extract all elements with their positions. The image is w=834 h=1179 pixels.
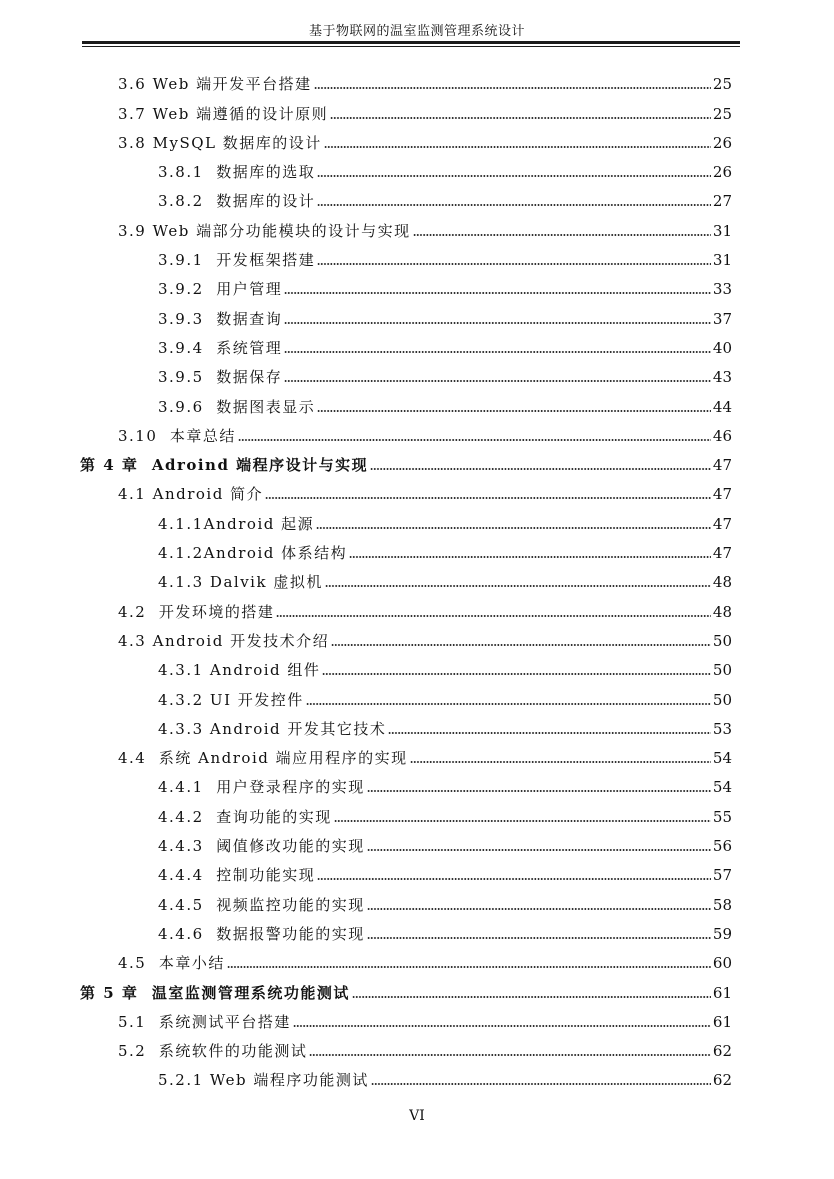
toc-dot-leader — [325, 584, 711, 588]
toc-entry-page: 62 — [712, 1042, 732, 1061]
toc-entry-page: 40 — [712, 338, 732, 357]
toc-entry-page: 47 — [712, 456, 732, 475]
toc-entry-page: 50 — [712, 661, 732, 680]
toc-entry-title: 3.9.2 用户管理 — [158, 280, 283, 299]
toc-entry — [0, 947, 834, 976]
toc-dot-leader — [265, 496, 711, 500]
toc-entry-page: 54 — [712, 778, 732, 797]
toc-entry-page: 56 — [712, 837, 732, 856]
toc-dot-leader — [334, 819, 711, 823]
toc-dot-leader — [413, 233, 711, 237]
toc-dot-leader — [284, 321, 711, 325]
toc-entry — [0, 537, 834, 566]
toc-dot-leader — [410, 760, 711, 764]
toc-entry — [0, 1064, 834, 1093]
toc-entry-title: 3.9.4 系统管理 — [158, 338, 283, 357]
toc-entry-page: 50 — [712, 690, 732, 709]
toc-entry-title: 4.4.3 阈值修改功能的实现 — [158, 837, 365, 856]
toc-entry-title: 5.2 系统软件的功能测试 — [118, 1042, 308, 1061]
toc-entry — [0, 420, 834, 449]
toc-dot-leader — [371, 1082, 711, 1086]
toc-dot-leader — [367, 789, 711, 793]
toc-dot-leader — [317, 877, 711, 881]
toc-entry — [0, 185, 834, 214]
toc-entry-title: 4.4.2 查询功能的实现 — [158, 807, 332, 826]
toc-entry — [0, 332, 834, 361]
toc-entry-page: 59 — [712, 924, 732, 943]
toc-dot-leader — [317, 409, 711, 413]
toc-entry-page: 61 — [712, 983, 732, 1002]
toc-entry — [0, 625, 834, 654]
toc-entry-title: 4.3.3 Android 开发其它技术 — [158, 719, 387, 738]
toc-entry — [0, 683, 834, 712]
toc-entry-page: 57 — [712, 866, 732, 885]
toc-entry-page: 43 — [712, 368, 732, 387]
toc-entry-title: 第 5 章 温室监测管理系统功能测试 — [80, 983, 350, 1002]
toc-dot-leader — [370, 467, 711, 471]
toc-entry — [0, 918, 834, 947]
toc-dot-leader — [306, 702, 711, 706]
toc-dot-leader — [314, 86, 711, 90]
toc-entry-title: 3.7 Web 端遵循的设计原则 — [118, 104, 329, 123]
toc-entry-title: 4.3.1 Android 组件 — [158, 661, 321, 680]
header-rule-thin — [82, 46, 740, 47]
toc-entry-title: 第 4 章 Adroind 端程序设计与实现 — [80, 456, 369, 475]
toc-dot-leader — [331, 643, 711, 647]
toc-entry-title: 4.1.1Android 起源 — [158, 514, 315, 533]
running-header: 基于物联网的温室监测管理系统设计 — [308, 24, 525, 39]
toc-entry-title: 3.10 本章总结 — [118, 426, 236, 445]
toc-dot-leader — [316, 526, 711, 530]
toc-entry-page: 47 — [712, 514, 732, 533]
toc-dot-leader — [322, 672, 711, 676]
toc-entry-title: 4.4.5 视频监控功能的实现 — [158, 895, 365, 914]
toc-dot-leader — [293, 1024, 711, 1028]
toc-entry — [0, 1035, 834, 1064]
toc-entry — [0, 800, 834, 829]
toc-entry-title: 4.3.2 UI 开发控件 — [158, 690, 304, 709]
toc-entry — [0, 859, 834, 888]
toc-entry — [0, 273, 834, 302]
toc-entry — [0, 127, 834, 156]
toc-entry-page: 31 — [712, 221, 732, 240]
toc-entry-page: 50 — [712, 631, 732, 650]
toc-dot-leader — [227, 965, 711, 969]
toc-dot-leader — [284, 350, 711, 354]
toc-entry-title: 5.1 系统测试平台搭建 — [118, 1012, 291, 1031]
toc-entry — [0, 214, 834, 243]
table-of-contents — [0, 68, 834, 1093]
toc-entry-title: 3.9.5 数据保存 — [158, 368, 283, 387]
toc-entry — [0, 595, 834, 624]
toc-entry — [0, 713, 834, 742]
page-number: VI — [409, 1108, 425, 1124]
toc-entry — [0, 654, 834, 683]
toc-entry-page: 25 — [712, 104, 732, 123]
toc-dot-leader — [284, 291, 711, 295]
toc-entry — [0, 390, 834, 419]
toc-dot-leader — [388, 731, 711, 735]
toc-entry-title: 4.4 系统 Android 端应用程序的实现 — [118, 749, 408, 768]
toc-entry-title: 4.4.1 用户登录程序的实现 — [158, 778, 365, 797]
toc-entry-page: 55 — [712, 807, 732, 826]
toc-entry-title: 3.9.6 数据图表显示 — [158, 397, 316, 416]
toc-entry — [0, 478, 834, 507]
toc-entry — [0, 68, 834, 97]
toc-entry-title: 4.1.2Android 体系结构 — [158, 544, 348, 563]
toc-dot-leader — [367, 907, 711, 911]
toc-entry-page: 26 — [712, 163, 732, 182]
toc-entry-page: 46 — [712, 426, 732, 445]
toc-dot-leader — [349, 555, 711, 559]
toc-entry — [0, 244, 834, 273]
toc-chapter-entry — [0, 449, 834, 478]
header-rule-thick — [82, 41, 740, 44]
toc-entry-title: 3.9.1 开发框架搭建 — [158, 251, 316, 270]
toc-dot-leader — [317, 262, 711, 266]
toc-entry-page: 62 — [712, 1071, 732, 1090]
toc-entry-page: 31 — [712, 251, 732, 270]
toc-chapter-entry — [0, 976, 834, 1005]
toc-entry-page: 60 — [712, 954, 732, 973]
toc-entry-title: 3.8.1 数据库的选取 — [158, 163, 316, 182]
toc-entry-page: 47 — [712, 544, 732, 563]
toc-entry-title: 4.2 开发环境的搭建 — [118, 602, 275, 621]
toc-dot-leader — [284, 379, 711, 383]
toc-entry-title: 3.8 MySQL 数据库的设计 — [118, 133, 322, 152]
toc-dot-leader — [238, 438, 711, 442]
toc-entry-title: 3.6 Web 端开发平台搭建 — [118, 75, 312, 94]
toc-entry-title: 4.1 Android 简介 — [118, 485, 264, 504]
toc-entry-page: 48 — [712, 573, 732, 592]
toc-entry-title: 3.9.3 数据查询 — [158, 309, 283, 328]
toc-entry-title: 3.8.2 数据库的设计 — [158, 192, 316, 211]
toc-entry-title: 3.9 Web 端部分功能模块的设计与实现 — [118, 221, 411, 240]
toc-entry — [0, 566, 834, 595]
toc-entry-page: 58 — [712, 895, 732, 914]
toc-entry-page: 33 — [712, 280, 732, 299]
toc-entry — [0, 888, 834, 917]
toc-entry — [0, 302, 834, 331]
toc-entry-page: 61 — [712, 1012, 732, 1031]
toc-entry-title: 4.3 Android 开发技术介绍 — [118, 631, 330, 650]
toc-entry — [0, 361, 834, 390]
toc-entry-page: 48 — [712, 602, 732, 621]
toc-entry-page: 37 — [712, 309, 732, 328]
toc-entry-title: 4.1.3 Dalvik 虚拟机 — [158, 573, 323, 592]
toc-dot-leader — [367, 848, 711, 852]
toc-dot-leader — [309, 1053, 711, 1057]
toc-entry-page: 26 — [712, 133, 732, 152]
toc-entry — [0, 830, 834, 859]
toc-entry-title: 5.2.1 Web 端程序功能测试 — [158, 1071, 369, 1090]
toc-entry-page: 27 — [712, 192, 732, 211]
toc-entry-page: 47 — [712, 485, 732, 504]
toc-entry-page: 25 — [712, 75, 732, 94]
toc-dot-leader — [367, 936, 711, 940]
toc-entry-page: 54 — [712, 749, 732, 768]
toc-entry — [0, 1006, 834, 1035]
toc-entry-page: 44 — [712, 397, 732, 416]
toc-dot-leader — [276, 614, 711, 618]
toc-dot-leader — [352, 995, 711, 999]
toc-entry — [0, 507, 834, 536]
toc-dot-leader — [324, 145, 711, 149]
toc-dot-leader — [317, 174, 711, 178]
toc-entry — [0, 97, 834, 126]
toc-entry-title: 4.5 本章小结 — [118, 954, 225, 973]
toc-entry-page: 53 — [712, 719, 732, 738]
toc-entry — [0, 771, 834, 800]
toc-dot-leader — [317, 203, 711, 207]
toc-dot-leader — [330, 116, 711, 120]
toc-entry — [0, 742, 834, 771]
toc-entry-title: 4.4.6 数据报警功能的实现 — [158, 924, 365, 943]
toc-entry — [0, 156, 834, 185]
toc-entry-title: 4.4.4 控制功能实现 — [158, 866, 316, 885]
